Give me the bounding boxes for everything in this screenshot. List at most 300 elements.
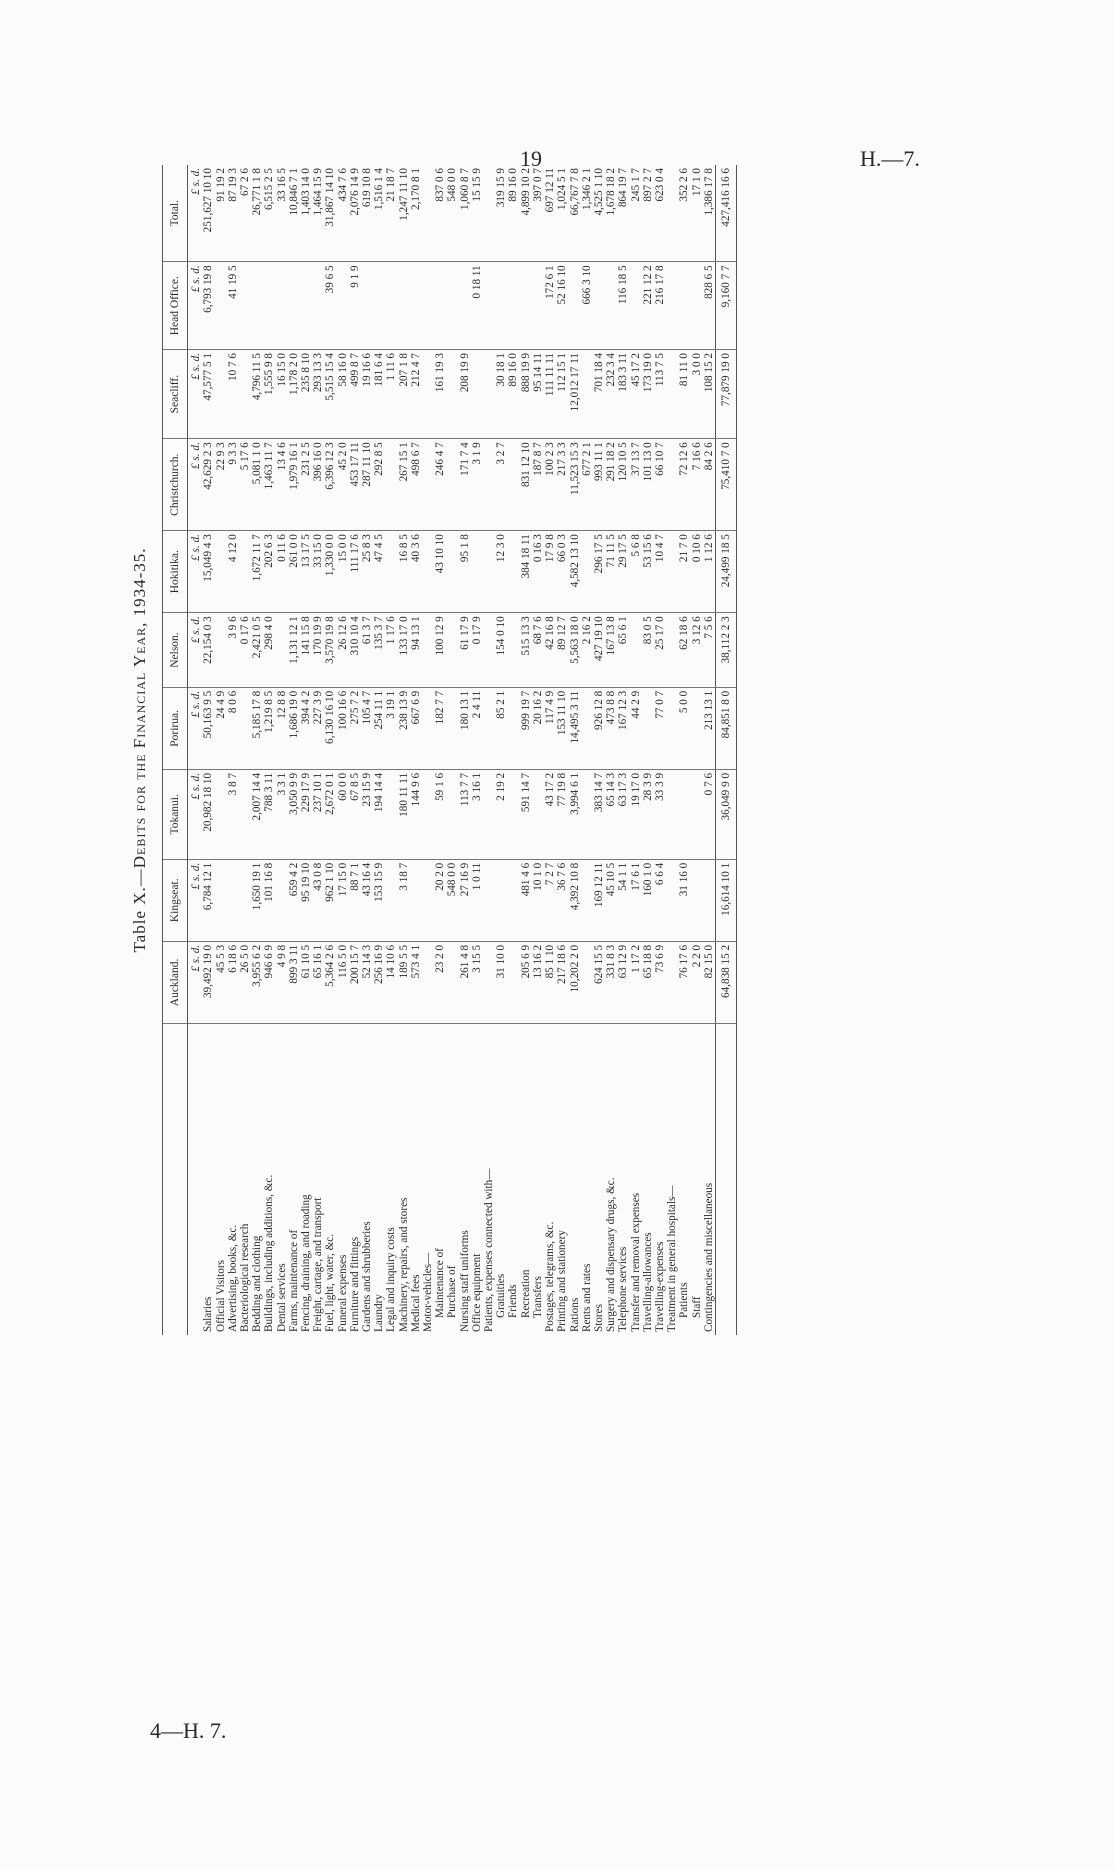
table-cell: 65 16 1: [312, 941, 324, 1023]
table-cell: 5,364 2 6: [324, 941, 336, 1023]
table-cell: 1,463 11 7: [263, 439, 275, 531]
table-cell: 160 1 0: [642, 859, 654, 941]
row-label: Official Visitors: [214, 1260, 227, 1332]
table-cell: [385, 531, 397, 613]
table-cell: 0 7 6: [703, 769, 716, 859]
table-cell: [483, 262, 495, 350]
table-cell: 254 11 1: [373, 687, 385, 769]
table-cell: 153 11 10: [556, 687, 568, 769]
table-cell: 82 15 0: [703, 941, 716, 1023]
table-cell: [605, 262, 617, 350]
table-cell: 63 17 3: [617, 769, 629, 859]
table-cell: [276, 613, 288, 688]
table-row: [324, 165, 336, 1335]
table-cell: [446, 769, 458, 859]
table-cell: [483, 350, 495, 439]
row-label: Purchase of: [446, 1265, 459, 1318]
total-cell: 16,614 10 1: [715, 859, 736, 941]
page-number: 19: [520, 146, 542, 171]
table-cell: 2 19 2: [495, 769, 507, 859]
table-cell: 45 2 0: [337, 439, 349, 531]
table-cell: 6,784 12 1: [202, 859, 214, 941]
table-cell: [373, 262, 385, 350]
table-cell: [288, 262, 300, 350]
table-cell: 1,686 19 0: [288, 687, 300, 769]
table-cell: 624 15 5: [593, 941, 605, 1023]
table-cell: 39,492 19 0: [202, 941, 214, 1023]
table-cell: 61 17 9: [459, 613, 471, 688]
table-cell: [593, 262, 605, 350]
table-cell: 83 0 5: [642, 613, 654, 688]
row-label: Dental services: [275, 1263, 288, 1332]
table-cell: 16 15 0: [276, 350, 288, 439]
table-cell: [410, 262, 422, 350]
table-cell: 100 2 3: [544, 439, 556, 531]
table-cell: 5,563 18 0: [569, 613, 581, 688]
table-cell: 473 8 8: [605, 687, 617, 769]
table-cell: [239, 531, 251, 613]
table-cell: [422, 350, 434, 439]
table-cell: 65 18 8: [642, 941, 654, 1023]
table-cell: [691, 859, 703, 941]
table-cell: 296 17 5: [593, 531, 605, 613]
table-cell: 2,007 14 4: [251, 769, 263, 859]
table-cell: 3 18 7: [398, 859, 410, 941]
table-cell: [678, 262, 690, 350]
table-title-main: Debits for the Financial Year, 1934-35.: [130, 547, 149, 869]
table-cell: 72 12 6: [678, 439, 690, 531]
unit-cell: £ s. d.: [188, 439, 203, 531]
table-cell: 161 19 3: [434, 350, 446, 439]
table-cell: 25 17 0: [654, 613, 666, 688]
table-cell: 453 17 11: [349, 439, 361, 531]
table-cell: [263, 262, 275, 350]
row-label: Postages, telegrams, &c.: [544, 1221, 557, 1332]
table-cell: 6,515 2 5: [263, 165, 275, 262]
table-cell: 101 16 8: [263, 859, 275, 941]
table-cell: [495, 262, 507, 350]
table-cell: 194 14 4: [373, 769, 385, 859]
table-cell: 291 18 2: [605, 439, 617, 531]
table-cell: 89 12 7: [556, 613, 568, 688]
table-cell: 1,979 16 1: [288, 439, 300, 531]
table-cell: 95 1 8: [459, 531, 471, 613]
table-row: [520, 165, 532, 1335]
table-cell: [483, 769, 495, 859]
table-cell: [471, 531, 483, 613]
table-cell: 43 0 8: [312, 859, 324, 941]
table-cell: 515 13 3: [520, 613, 532, 688]
column-header: Nelson.: [163, 613, 188, 688]
table-cell: 89 16 0: [507, 165, 519, 262]
table-cell: 837 0 6: [434, 165, 446, 262]
table-cell: 9 3 3: [227, 439, 239, 531]
table-cell: [215, 350, 227, 439]
table-row: [654, 165, 666, 1335]
table-cell: 30 18 1: [495, 350, 507, 439]
table-cell: [581, 769, 593, 859]
table-cell: [422, 941, 434, 1023]
table-cell: 3,570 19 8: [324, 613, 336, 688]
table-cell: 101 13 0: [642, 439, 654, 531]
table-cell: 87 19 3: [227, 165, 239, 262]
table-cell: 0 10 6: [691, 531, 703, 613]
table-cell: [215, 859, 227, 941]
table-cell: 1,672 11 7: [251, 531, 263, 613]
row-label: Freight, cartage, and transport: [312, 1197, 325, 1332]
table-cell: 12 3 0: [495, 531, 507, 613]
table-cell: 2 16 2: [581, 613, 593, 688]
sheet-label: 4—H. 7.: [150, 1718, 227, 1743]
table-cell: [507, 531, 519, 613]
row-label: Transfers: [531, 1276, 544, 1318]
table-cell: 111 17 6: [349, 531, 361, 613]
debits-table: [162, 165, 737, 1335]
unit-cell: £ s. d.: [188, 769, 203, 859]
table-row: [385, 165, 397, 1335]
table-cell: 677 2 1: [581, 439, 593, 531]
table-cell: 6,793 19 8: [202, 262, 214, 350]
table-cell: [666, 531, 678, 613]
table-cell: 245 1 7: [630, 165, 642, 262]
table-cell: 1,247 11 10: [398, 165, 410, 262]
table-cell: 217 18 6: [556, 941, 568, 1023]
table-cell: 697 12 11: [544, 165, 556, 262]
table-cell: 3 15 5: [471, 941, 483, 1023]
table-cell: 1,219 8 5: [263, 687, 275, 769]
table-cell: 15 0 0: [337, 531, 349, 613]
table-cell: 213 13 1: [703, 687, 716, 769]
table-cell: 217 3 3: [556, 439, 568, 531]
totals-label: [715, 1024, 736, 1336]
table-cell: 43 17 2: [544, 769, 556, 859]
table-cell: [691, 262, 703, 350]
table-cell: 19 17 0: [630, 769, 642, 859]
table-cell: 623 0 4: [654, 165, 666, 262]
table-cell: 0 17 9: [471, 613, 483, 688]
column-header-item: [163, 1024, 188, 1336]
table-cell: 2,672 0 1: [324, 769, 336, 859]
table-cell: 292 8 5: [373, 439, 385, 531]
column-header: Christchurch.: [163, 439, 188, 531]
row-label: Telephone services: [617, 1246, 630, 1332]
table-cell: 9 1 9: [349, 262, 361, 350]
table-cell: 216 17 8: [654, 262, 666, 350]
table-cell: 499 8 7: [349, 350, 361, 439]
table-cell: 0 17 6: [239, 613, 251, 688]
table-cell: 84 2 6: [703, 439, 716, 531]
rotated-table-block: [130, 165, 960, 1335]
table-cell: 331 8 3: [605, 941, 617, 1023]
table-cell: [385, 262, 397, 350]
table-cell: [666, 859, 678, 941]
row-label: Fencing, draining, and roading: [300, 1194, 313, 1332]
table-row: [556, 165, 568, 1335]
table-cell: 1 0 11: [471, 859, 483, 941]
table-cell: 53 15 6: [642, 531, 654, 613]
table-cell: [239, 859, 251, 941]
table-cell: 5,185 17 8: [251, 687, 263, 769]
table-cell: 62 18 6: [678, 613, 690, 688]
table-cell: [422, 769, 434, 859]
table-cell: [666, 350, 678, 439]
table-cell: 17 1 0: [691, 165, 703, 262]
table-cell: [532, 769, 544, 859]
table-cell: [227, 859, 239, 941]
table-cell: 31,867 14 10: [324, 165, 336, 262]
table-cell: 61 10 5: [300, 941, 312, 1023]
table-row: [507, 165, 519, 1335]
table-cell: [483, 687, 495, 769]
table-cell: 20 2 0: [434, 859, 446, 941]
table-row: [678, 165, 690, 1335]
table-cell: 1,555 9 8: [263, 350, 275, 439]
table-cell: 2,421 0 5: [251, 613, 263, 688]
table-cell: [446, 941, 458, 1023]
table-cell: 2 2 0: [691, 941, 703, 1023]
table-row: [703, 165, 716, 1335]
table-cell: 144 9 6: [410, 769, 422, 859]
table-cell: 1,330 0 0: [324, 531, 336, 613]
table-cell: 6 18 6: [227, 941, 239, 1023]
row-label: Contingencies and miscellaneous: [702, 1182, 715, 1332]
row-label: Advertising, books, &c.: [226, 1224, 239, 1332]
table-cell: 10,846 7 1: [288, 165, 300, 262]
unit-cell: £ s. d.: [188, 531, 203, 613]
table-cell: 4,796 11 5: [251, 350, 263, 439]
table-cell: 63 12 9: [617, 941, 629, 1023]
table-cell: 25 8 3: [361, 531, 373, 613]
row-label: Bacteriological research: [239, 1223, 252, 1332]
row-label: Recreation: [519, 1269, 532, 1318]
table-cell: [691, 687, 703, 769]
table-cell: 666 3 10: [581, 262, 593, 350]
table-cell: 13 16 2: [532, 941, 544, 1023]
table-cell: 33 3 9: [654, 769, 666, 859]
table-cell: [422, 262, 434, 350]
table-cell: 12 8 8: [276, 687, 288, 769]
table-cell: 7 5 6: [703, 613, 716, 688]
table-cell: 108 15 2: [703, 350, 716, 439]
table-cell: 31 10 0: [495, 941, 507, 1023]
table-cell: [581, 350, 593, 439]
table-cell: 4,582 13 10: [569, 531, 581, 613]
table-cell: 91 19 2: [215, 165, 227, 262]
table-cell: 22,154 0 3: [202, 613, 214, 688]
table-cell: 89 16 0: [507, 350, 519, 439]
table-cell: [361, 262, 373, 350]
table-row: [276, 165, 288, 1335]
table-cell: 237 10 1: [312, 769, 324, 859]
table-cell: 66,767 7 8: [569, 165, 581, 262]
total-cell: 84,851 8 0: [715, 687, 736, 769]
table-cell: 212 4 7: [410, 350, 422, 439]
column-header: Porirua.: [163, 687, 188, 769]
table-cell: 71 11 5: [605, 531, 617, 613]
table-row: [410, 165, 422, 1335]
table-cell: [215, 613, 227, 688]
table-cell: 112 15 1: [556, 350, 568, 439]
table-cell: 135 3 7: [373, 613, 385, 688]
table-cell: 11,523 15 3: [569, 439, 581, 531]
table-cell: [239, 687, 251, 769]
table-cell: 45 10 5: [605, 859, 617, 941]
table-cell: 133 17 0: [398, 613, 410, 688]
row-label: Machinery, repairs, and stores: [397, 1197, 410, 1332]
table-cell: 200 15 7: [349, 941, 361, 1023]
table-cell: [630, 262, 642, 350]
table-cell: 76 17 6: [678, 941, 690, 1023]
table-cell: 3,050 9 9: [288, 769, 300, 859]
unit-cell: £ s. d.: [188, 165, 203, 262]
total-cell: 36,049 9 0: [715, 769, 736, 859]
table-cell: 15,049 4 3: [202, 531, 214, 613]
table-cell: 95 14 11: [532, 350, 544, 439]
table-cell: 37 13 7: [630, 439, 642, 531]
table-cell: [507, 439, 519, 531]
table-row: [349, 165, 361, 1335]
unit-cell: £ s. d.: [188, 687, 203, 769]
table-cell: 831 12 10: [520, 439, 532, 531]
table-cell: [337, 262, 349, 350]
table-cell: [276, 262, 288, 350]
table-cell: [666, 439, 678, 531]
table-cell: [276, 859, 288, 941]
table-row: [495, 165, 507, 1335]
header-row: [163, 165, 188, 1335]
table-cell: 319 15 9: [495, 165, 507, 262]
table-cell: 2 4 11: [471, 687, 483, 769]
table-cell: [507, 769, 519, 859]
table-cell: 43 16 4: [361, 859, 373, 941]
column-header: Seacliff.: [163, 350, 188, 439]
table-cell: 45 5 3: [215, 941, 227, 1023]
table-cell: [520, 262, 532, 350]
table-cell: 39 6 5: [324, 262, 336, 350]
table-cell: 60 0 0: [337, 769, 349, 859]
table-row: [483, 165, 495, 1335]
row-label: Farms, maintenance of: [287, 1229, 300, 1332]
table-cell: 95 19 10: [300, 859, 312, 941]
table-cell: 24 4 9: [215, 687, 227, 769]
table-cell: 864 19 7: [617, 165, 629, 262]
table-cell: 13 4 6: [276, 439, 288, 531]
table-cell: 548 0 0: [446, 165, 458, 262]
table-cell: 427 19 10: [593, 613, 605, 688]
table-cell: 47,577 5 1: [202, 350, 214, 439]
table-cell: 23 2 0: [434, 941, 446, 1023]
total-cell: 9,160 7 7: [715, 262, 736, 350]
table-body: [188, 165, 737, 1335]
table-cell: 1 17 2: [630, 941, 642, 1023]
table-cell: 169 12 11: [593, 859, 605, 941]
table-cell: 187 8 7: [532, 439, 544, 531]
table-cell: 19 16 6: [361, 350, 373, 439]
column-header: Head Office.: [163, 262, 188, 350]
table-row: [263, 165, 275, 1335]
row-label: Rations: [568, 1297, 581, 1332]
table-cell: 256 16 9: [373, 941, 385, 1023]
table-cell: 77 0 7: [654, 687, 666, 769]
table-cell: [422, 439, 434, 531]
table-cell: 591 14 7: [520, 769, 532, 859]
table-cell: 52 16 10: [556, 262, 568, 350]
table-cell: 5 0 0: [678, 687, 690, 769]
table-row: [581, 165, 593, 1335]
table-cell: [495, 859, 507, 941]
table-row: [227, 165, 239, 1335]
table-cell: [483, 859, 495, 941]
row-label: Laundry: [373, 1294, 386, 1332]
table-cell: 180 11 11: [398, 769, 410, 859]
table-cell: 113 7 7: [459, 769, 471, 859]
table-cell: [666, 262, 678, 350]
table-cell: 10 4 7: [654, 531, 666, 613]
table-cell: 180 13 1: [459, 687, 471, 769]
table-cell: 21 7 0: [678, 531, 690, 613]
table-row: [373, 165, 385, 1335]
table-cell: 298 4 0: [263, 613, 275, 688]
table-cell: 352 2 6: [678, 165, 690, 262]
table-cell: 54 1 1: [617, 859, 629, 941]
table-row: [202, 165, 214, 1335]
table-cell: 434 7 6: [337, 165, 349, 262]
table-cell: 26 12 6: [337, 613, 349, 688]
table-cell: 22 9 3: [215, 439, 227, 531]
table-cell: 10 1 0: [532, 859, 544, 941]
table-cell: 383 14 7: [593, 769, 605, 859]
table-cell: 16 8 5: [398, 531, 410, 613]
table-cell: [446, 531, 458, 613]
table-cell: 788 3 11: [263, 769, 275, 859]
table-row: [642, 165, 654, 1335]
table-cell: 167 12 3: [617, 687, 629, 769]
row-label: Motor-vehicles—: [422, 1252, 435, 1332]
table-cell: 67 2 6: [239, 165, 251, 262]
table-cell: 261 4 8: [459, 941, 471, 1023]
table-cell: 4 9 8: [276, 941, 288, 1023]
total-cell: 75,410 7 0: [715, 439, 736, 531]
table-cell: [215, 769, 227, 859]
table-cell: 172 6 1: [544, 262, 556, 350]
table-cell: 4,899 10 2: [520, 165, 532, 262]
table-cell: 183 3 11: [617, 350, 629, 439]
table-cell: [581, 859, 593, 941]
table-cell: 40 3 6: [410, 531, 422, 613]
table-cell: 1,131 12 1: [288, 613, 300, 688]
table-cell: 2,076 14 9: [349, 165, 361, 262]
table-cell: 232 3 4: [605, 350, 617, 439]
table-cell: 3 2 7: [495, 439, 507, 531]
table-cell: [581, 687, 593, 769]
table-cell: 17 9 8: [544, 531, 556, 613]
table-cell: [385, 439, 397, 531]
table-row: [593, 165, 605, 1335]
table-cell: 36 7 6: [556, 859, 568, 941]
table-cell: [642, 687, 654, 769]
table-cell: 888 19 9: [520, 350, 532, 439]
row-label: Transfer and removal expenses: [629, 1192, 642, 1332]
table-cell: 26,771 1 8: [251, 165, 263, 262]
table-cell: 3 9 6: [227, 613, 239, 688]
row-label: Rents and rates: [580, 1263, 593, 1332]
table-row: [569, 165, 581, 1335]
table-cell: 897 2 7: [642, 165, 654, 262]
table-title-prefix: Table X.—: [130, 868, 149, 953]
column-header: Total.: [163, 165, 188, 262]
row-label: Maintenance of: [434, 1248, 447, 1318]
table-cell: 61 3 7: [361, 613, 373, 688]
